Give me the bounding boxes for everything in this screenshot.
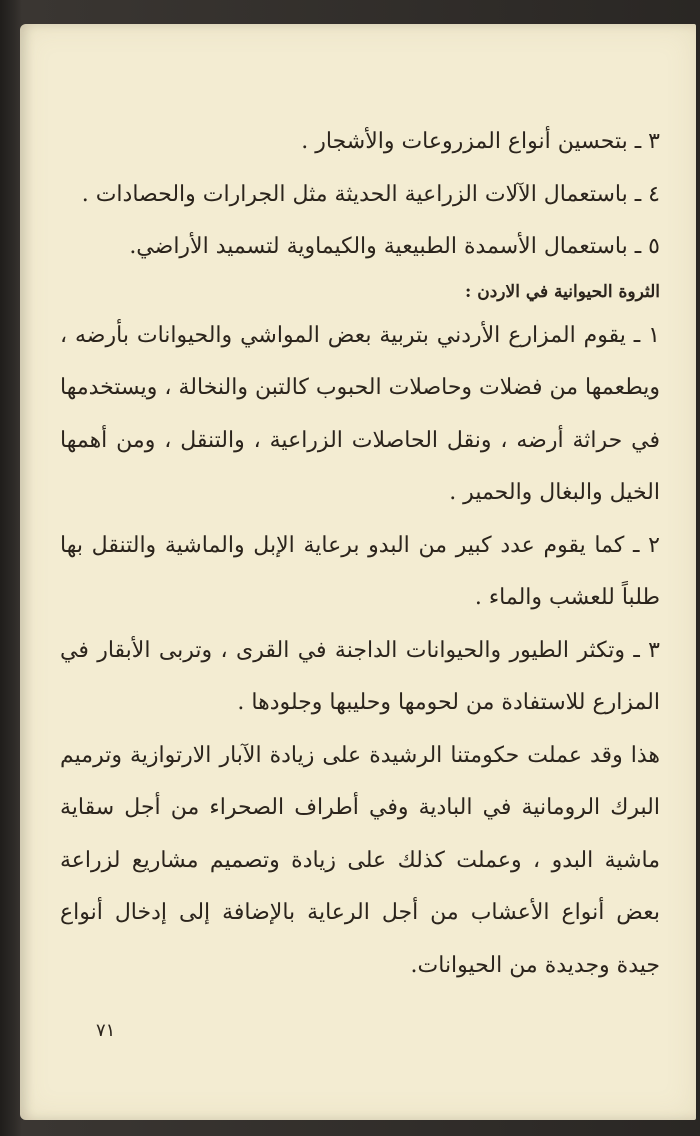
book-page <box>20 24 696 1120</box>
paragraph-2: ٢ ـ كما يقوم عدد كبير من البدو برعاية الإبل والماشية والتنقل بها طلباً للعشب والماء . <box>60 532 660 610</box>
page-number: ٧١ <box>96 1020 116 1041</box>
list-item-4: ٤ ـ باستعمال الآلات الزراعية الحديثة مثل الجرارات والحصادات . <box>81 181 660 207</box>
paragraph-4: هذا وقد عملت حكومتنا الرشيدة على زيادة الآبار الارتوازية وترميم البرك الرومانية في البادية وفي أطراف الصحراء من أجل سقاية ماشية البدو ، وعملت كذلك على زيادة وتصميم مشاريع لزراعة بعض أنواع الأعشاب من أجل الرعاية بالإضافة إلى إدخال أنواع جيدة وجديدة من الحيوانات. <box>60 742 660 978</box>
section-heading: الثروة الحيوانية في الاردن : <box>465 281 660 302</box>
list-item-3: ٣ ـ بتحسين أنواع المزروعات والأشجار . <box>301 129 660 154</box>
paragraph-3: ٣ ـ وتكثر الطيور والحيوانات الداجنة في القرى ، وتربى الأبقار في المزارع للاستفادة من لحومها وحليبها وجلودها . <box>60 637 660 715</box>
list-item-5: ٥ ـ باستعمال الأسمدة الطبيعية والكيماوية لتسميد الأراضي. <box>129 234 660 259</box>
paragraph-1: ١ ـ يقوم المزارع الأردني بتربية بعض المواشي والحيوانات بأرضه ، ويطعمها من فضلات وحاصلات الحبوب كالتبن والنخالة ، ويستخدمها في حراثة أرضه ، ونقل الحاصلات الزراعية ، والتنقل ، ومن أهمها الخيل والبغال والحمير . <box>60 322 660 505</box>
page-body-text <box>60 116 660 992</box>
